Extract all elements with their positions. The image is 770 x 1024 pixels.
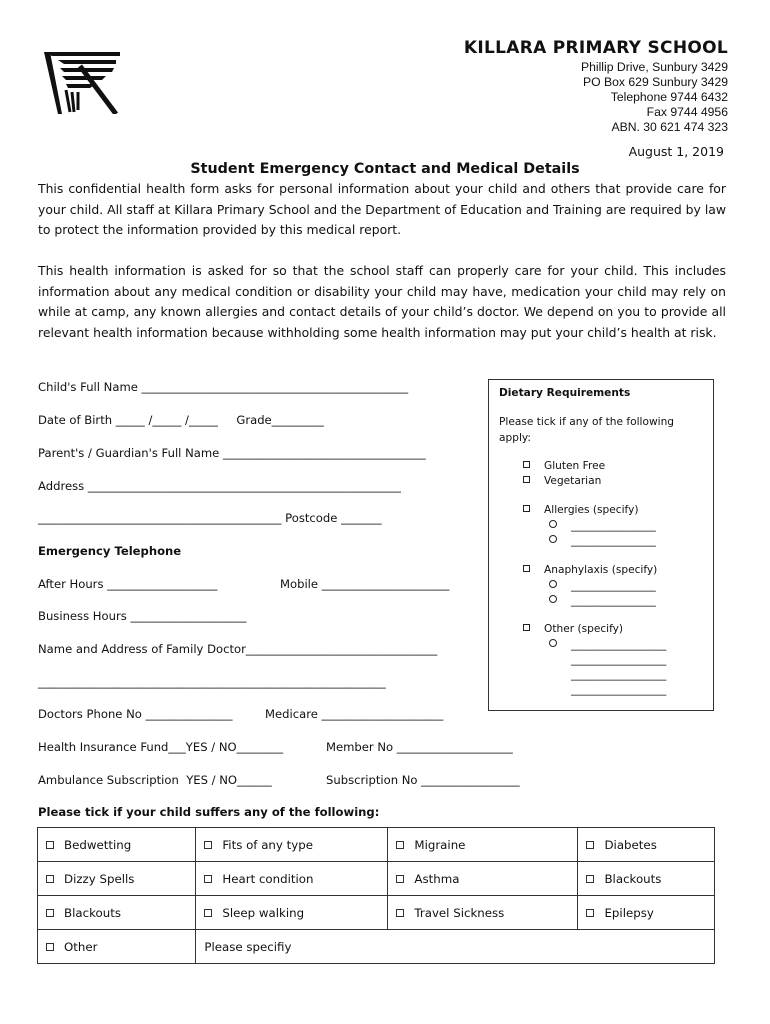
blank-line: ________________: [571, 535, 656, 547]
gluten-free-label: Gluten Free: [544, 460, 606, 472]
form-date: August 1, 2019: [628, 144, 724, 159]
school-logo: [44, 52, 120, 114]
condition-cell[interactable]: [196, 828, 388, 862]
condition-label: Blackouts: [64, 905, 121, 920]
blank-line: ________________: [571, 580, 656, 592]
condition-label: Blackouts: [604, 871, 662, 886]
other-label: Other (specify): [544, 623, 624, 635]
checkbox-icon[interactable]: [46, 841, 54, 849]
emergency-telephone-heading: Emergency Telephone: [38, 544, 182, 558]
school-header: [464, 38, 728, 135]
form-title: Student Emergency Contact and Medical Details: [190, 161, 580, 177]
anaphylaxis-line-2[interactable]: [549, 595, 656, 607]
please-specify-label: Please specifiy: [204, 939, 292, 954]
condition-cell[interactable]: [38, 862, 196, 896]
school-fax: Fax 9744 4956: [646, 105, 728, 119]
condition-cell[interactable]: [196, 896, 388, 930]
address-postcode-field[interactable]: __________________________________________ Postcode _______: [38, 511, 382, 525]
health-insurance-field[interactable]: Health Insurance Fund___YES / NO________: [38, 740, 284, 754]
conditions-table: [37, 827, 715, 964]
vegetarian-label: Vegetarian: [544, 475, 602, 487]
blank-line: ________________: [571, 595, 656, 607]
address-field[interactable]: Address ______________________________________________________: [38, 479, 401, 493]
bullet-circle-icon: [549, 580, 557, 588]
after-hours-field[interactable]: After Hours ___________________: [38, 577, 218, 591]
anaphylaxis-label: Anaphylaxis (specify): [544, 564, 658, 576]
other-option[interactable]: [523, 623, 623, 635]
anaphylaxis-line-1[interactable]: [549, 580, 656, 592]
dietary-title: Dietary Requirements: [499, 387, 631, 399]
other-line-2[interactable]: __________________: [571, 654, 667, 666]
bullet-circle-icon: [549, 520, 557, 528]
tick-heading: Please tick if your child suffers any of the following:: [38, 805, 380, 819]
vegetarian-option[interactable]: [523, 475, 601, 487]
condition-cell[interactable]: [578, 896, 715, 930]
condition-label: Dizzy Spells: [64, 871, 135, 886]
condition-label: Migraine: [414, 837, 466, 852]
childs-name-field[interactable]: Child's Full Name ______________________________________________: [38, 380, 409, 394]
checkbox-icon[interactable]: [523, 624, 530, 631]
school-name: KILLARA PRIMARY SCHOOL: [463, 38, 728, 58]
checkbox-icon[interactable]: [204, 875, 212, 883]
checkbox-icon[interactable]: [523, 565, 530, 572]
school-telephone: Telephone 9744 6432: [610, 90, 728, 104]
condition-cell[interactable]: [578, 862, 715, 896]
checkbox-icon[interactable]: [523, 461, 530, 468]
condition-label: Bedwetting: [64, 837, 132, 852]
doctor-address-field[interactable]: ____________________________________________________________: [38, 675, 386, 689]
checkbox-icon[interactable]: [46, 875, 54, 883]
checkbox-icon[interactable]: [586, 909, 594, 917]
checkbox-icon[interactable]: [46, 943, 54, 951]
condition-cell[interactable]: [38, 930, 196, 964]
subscription-no-field[interactable]: Subscription No _________________: [326, 773, 520, 787]
bullet-circle-icon: [549, 639, 557, 647]
condition-cell[interactable]: [388, 828, 578, 862]
dob-grade-field[interactable]: Date of Birth _____ /_____ /_____ Grade_________: [38, 413, 324, 427]
checkbox-icon[interactable]: [396, 875, 404, 883]
checkbox-icon[interactable]: [523, 476, 530, 483]
blank-line: ________________: [571, 520, 656, 532]
intro-paragraph: This confidential health form asks for personal information about your child and others that provide care for your child. All staff at Killara Primary School and the Department of Education and Training are required by law to protect the information provided by this medical report.: [38, 181, 726, 238]
other-line-3[interactable]: __________________: [571, 669, 667, 681]
checkbox-icon[interactable]: [204, 841, 212, 849]
blank-line: __________________: [571, 639, 667, 651]
doctor-field[interactable]: Name and Address of Family Doctor_________________________________: [38, 642, 438, 656]
condition-label: Asthma: [414, 871, 460, 886]
table-row: [38, 828, 715, 862]
other-line-4[interactable]: __________________: [571, 684, 667, 696]
member-no-field[interactable]: Member No ____________________: [326, 740, 513, 754]
condition-cell[interactable]: [388, 862, 578, 896]
condition-label: Sleep walking: [222, 905, 305, 920]
condition-cell[interactable]: [578, 828, 715, 862]
checkbox-icon[interactable]: [396, 841, 404, 849]
ambulance-field[interactable]: Ambulance Subscription YES / NO______: [38, 773, 272, 787]
doctors-phone-field[interactable]: Doctors Phone No _______________: [38, 707, 233, 721]
checkbox-icon[interactable]: [396, 909, 404, 917]
allergies-label: Allergies (specify): [544, 504, 639, 516]
condition-label: Fits of any type: [222, 837, 313, 852]
condition-label: Travel Sickness: [414, 905, 505, 920]
condition-cell[interactable]: [388, 896, 578, 930]
other-line-1[interactable]: [549, 639, 666, 651]
allergies-line-1[interactable]: [549, 520, 656, 532]
school-address-line: Phillip Drive, Sunbury 3429: [580, 60, 728, 74]
condition-cell[interactable]: [38, 896, 196, 930]
condition-cell[interactable]: [196, 862, 388, 896]
anaphylaxis-option[interactable]: [523, 564, 657, 576]
checkbox-icon[interactable]: [523, 505, 530, 512]
dietary-instruction: Please tick if any of the following apply:: [499, 416, 675, 444]
parent-name-field[interactable]: Parent's / Guardian's Full Name ___________________________________: [38, 446, 426, 460]
mobile-field[interactable]: Mobile ______________________: [280, 577, 450, 591]
checkbox-icon[interactable]: [46, 909, 54, 917]
gluten-free-option[interactable]: [523, 460, 605, 472]
other-condition-label: Other: [64, 939, 98, 954]
school-po-box: PO Box 629 Sunbury 3429: [583, 75, 728, 89]
table-row: [38, 896, 715, 930]
purpose-paragraph: This health information is asked for so that the school staff can properly care for your child. This includes information about any medical condition or disability your child may have, medication your child may rely on while at camp, any known allergies and contact details of your child’s doctor. We depend on you to provide all relevant health information because withholding some health information may put your child’s health at risk.: [38, 263, 726, 340]
checkbox-icon[interactable]: [204, 909, 212, 917]
checkbox-icon[interactable]: [586, 875, 594, 883]
please-specify-cell[interactable]: [196, 930, 715, 964]
medicare-field[interactable]: Medicare _____________________: [265, 707, 444, 721]
allergies-option[interactable]: [523, 504, 639, 516]
condition-cell[interactable]: [38, 828, 196, 862]
condition-label: Heart condition: [222, 871, 314, 886]
bullet-circle-icon: [549, 535, 557, 543]
condition-label: Epilepsy: [604, 905, 654, 920]
table-row: [38, 930, 715, 964]
school-abn: ABN. 30 621 474 323: [611, 120, 728, 134]
condition-label: Diabetes: [604, 837, 657, 852]
table-row: [38, 862, 715, 896]
checkbox-icon[interactable]: [586, 841, 594, 849]
business-hours-field[interactable]: Business Hours ____________________: [38, 609, 247, 623]
bullet-circle-icon: [549, 595, 557, 603]
dietary-requirements-box: [488, 379, 714, 711]
allergies-line-2[interactable]: [549, 535, 656, 547]
